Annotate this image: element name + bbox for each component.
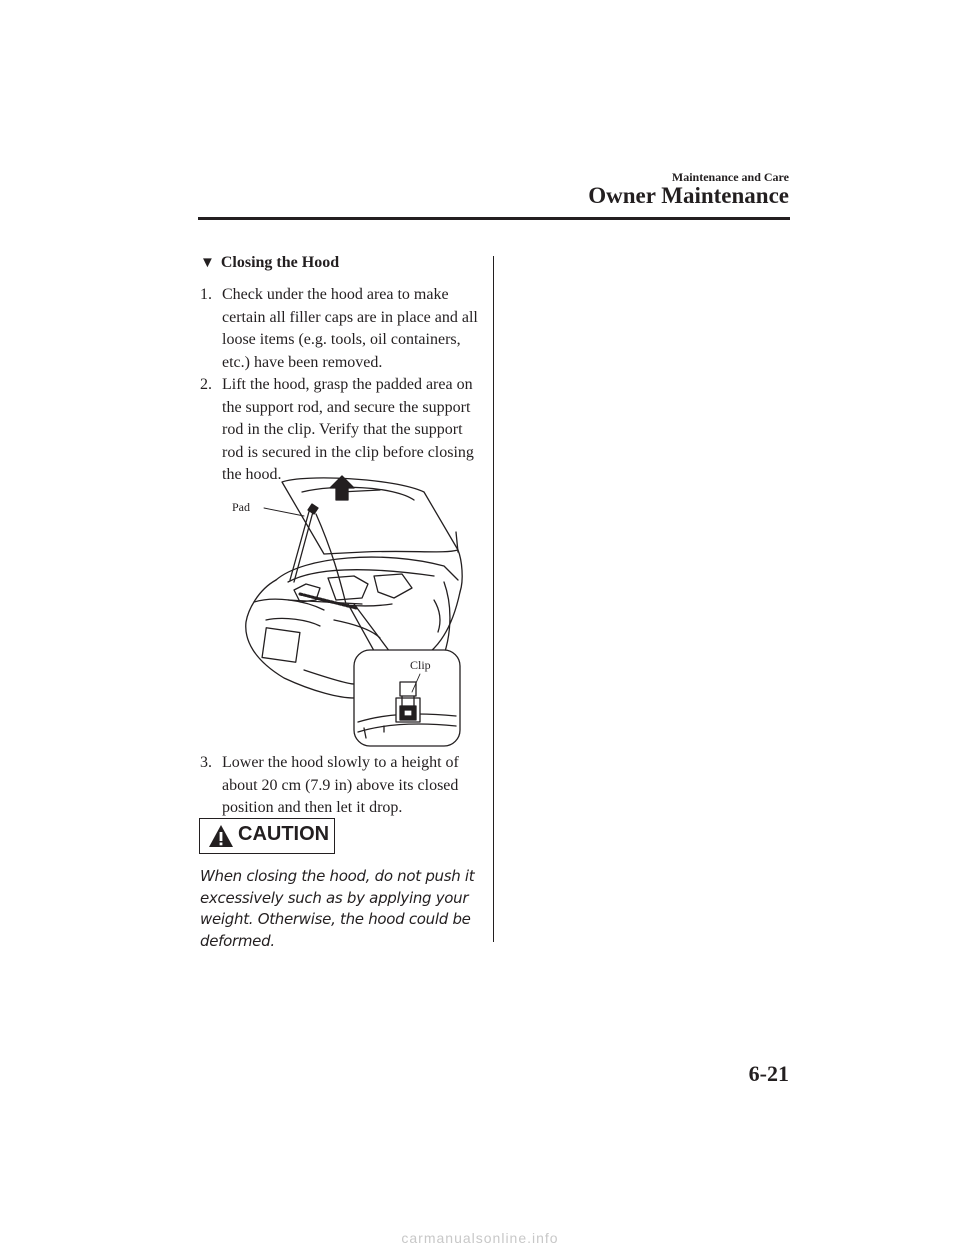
step-number: 1. bbox=[200, 286, 212, 303]
step-text: Check under the hood area to make certain all filler caps are in place and all loose items (e.g. tools, oil containers, etc.) have been removed. bbox=[222, 286, 478, 371]
subheading-marker-icon: ▼ bbox=[200, 255, 215, 271]
caution-box bbox=[199, 818, 335, 854]
caution-text: When closing the hood, do not push it excessively such as by applying your weight. Otherwise, the hood could be deformed. bbox=[200, 867, 475, 950]
header-divider bbox=[198, 217, 790, 220]
hood-support-illustration bbox=[232, 470, 468, 750]
warning-triangle-icon bbox=[208, 824, 234, 848]
caution-label: CAUTION bbox=[238, 823, 330, 845]
footer-watermark: carmanualsonline.info bbox=[401, 1230, 559, 1246]
column-divider bbox=[493, 256, 494, 942]
section-title: Maintenance and Care bbox=[671, 170, 789, 184]
subheading bbox=[200, 254, 339, 272]
pad-label: Pad bbox=[232, 500, 250, 514]
page-number: 6-21 bbox=[748, 1061, 789, 1086]
clip-label: Clip bbox=[410, 658, 431, 672]
step-3 bbox=[200, 752, 480, 820]
chapter-title: Owner Maintenance bbox=[588, 183, 789, 208]
step-number: 3. bbox=[200, 754, 212, 771]
step-number: 2. bbox=[200, 376, 212, 393]
step-text: Lift the hood, grasp the padded area on the support rod, and secure the support rod in the clip. Verify that the support rod is secured in the clip before closing the hood. bbox=[222, 376, 474, 483]
step-text: Lower the hood slowly to a height of about 20 cm (7.9 in) above its closed position and then let it drop. bbox=[222, 754, 459, 816]
step-1 bbox=[200, 284, 480, 374]
subheading-title: Closing the Hood bbox=[220, 254, 340, 271]
